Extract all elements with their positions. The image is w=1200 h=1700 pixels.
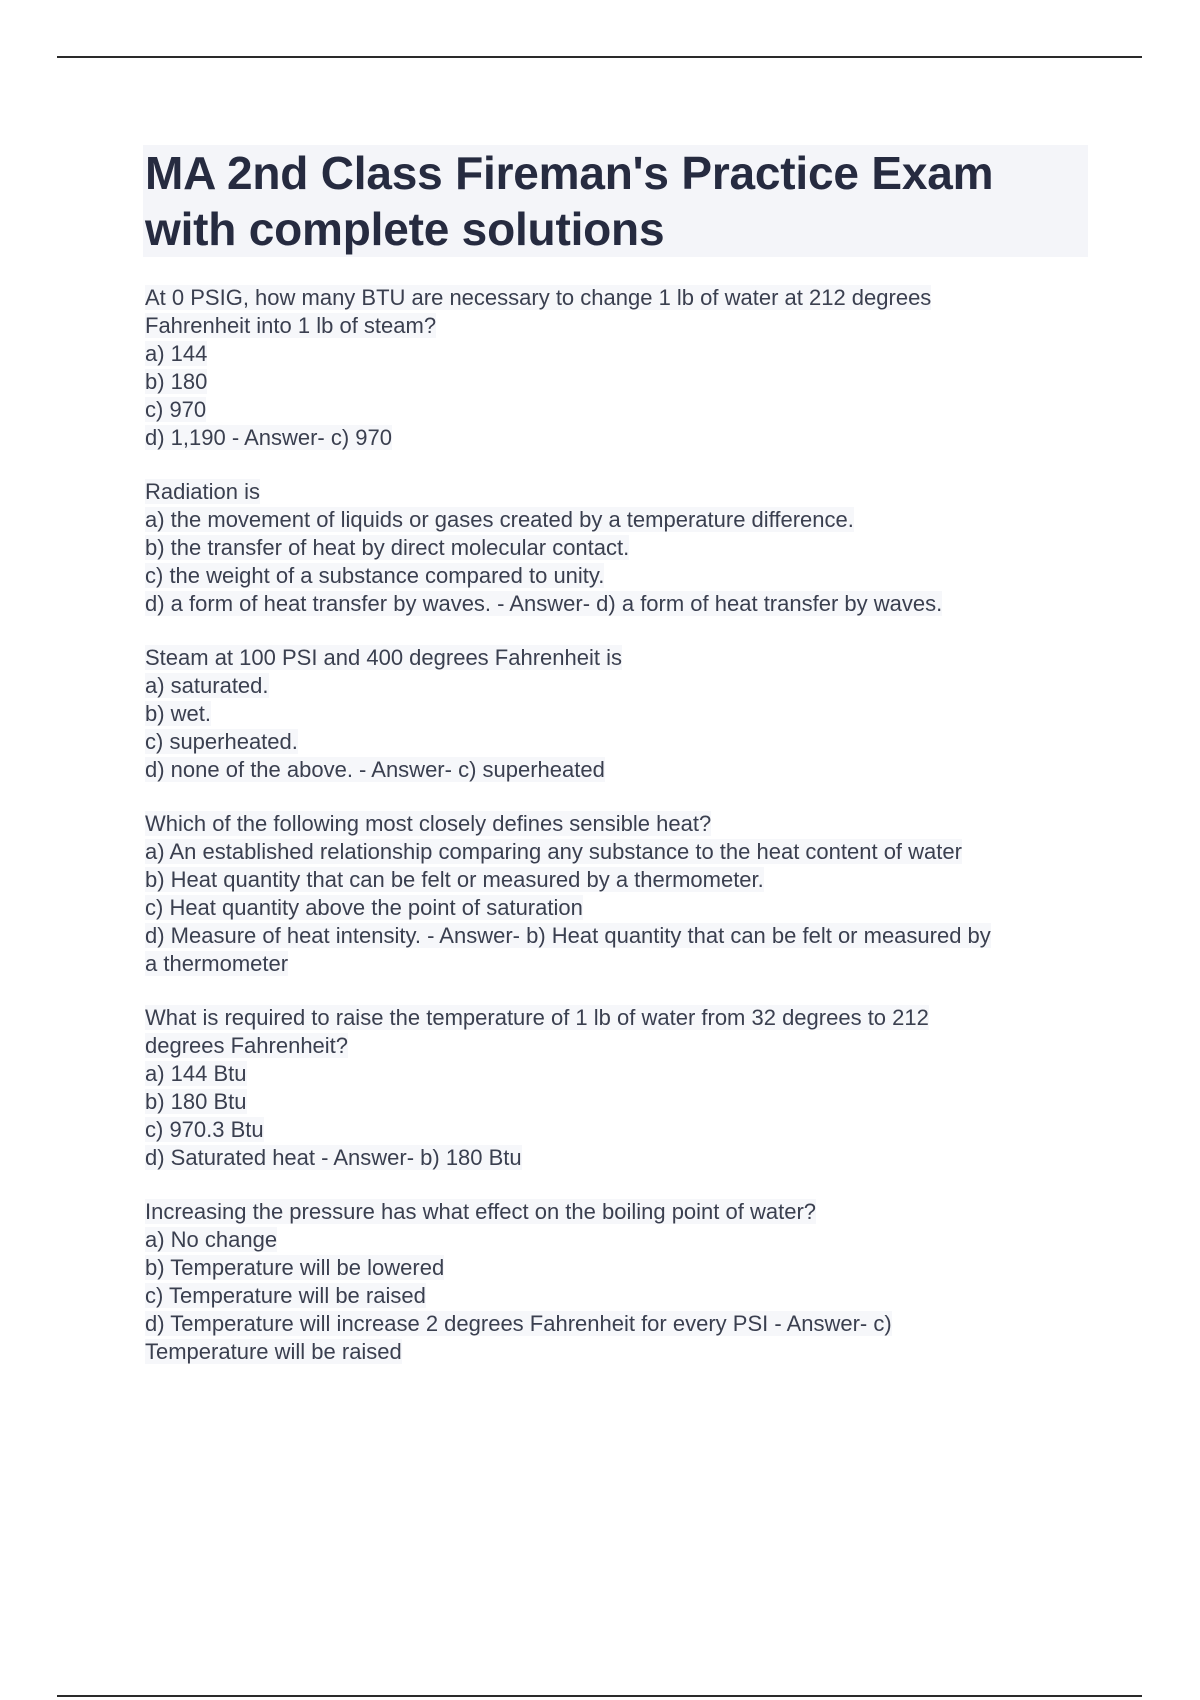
option-b: b) 180 bbox=[145, 369, 208, 394]
question-list bbox=[145, 284, 1095, 1392]
title-line: MA 2nd Class Fireman's Practice Exam bbox=[145, 147, 994, 199]
option-b: b) 180 Btu bbox=[145, 1089, 247, 1114]
footer-rule bbox=[57, 1695, 1142, 1697]
option-d-answer: d) a form of heat transfer by waves. - Answer- d) a form of heat transfer by waves. bbox=[145, 591, 943, 616]
option-d-answer: d) Measure of heat intensity. - Answer- b) Heat quantity that can be felt or measured by bbox=[145, 923, 991, 948]
question-text: Radiation is bbox=[145, 479, 260, 504]
option-a: a) saturated. bbox=[145, 673, 269, 698]
question-text: At 0 PSIG, how many BTU are necessary to change 1 lb of water at 212 degrees bbox=[145, 285, 932, 310]
title-block bbox=[143, 145, 1088, 257]
answer-continuation: Temperature will be raised bbox=[145, 1339, 402, 1364]
page-title bbox=[143, 145, 1088, 257]
option-a: a) No change bbox=[145, 1227, 278, 1252]
question-text: degrees Fahrenheit? bbox=[145, 1033, 349, 1058]
question-6 bbox=[145, 1198, 1095, 1366]
title-line: with complete solutions bbox=[145, 203, 665, 255]
question-5 bbox=[145, 1004, 1095, 1172]
question-text: Fahrenheit into 1 lb of steam? bbox=[145, 313, 437, 338]
option-d-answer: d) none of the above. - Answer- c) superheated bbox=[145, 757, 605, 782]
option-c: c) Temperature will be raised bbox=[145, 1283, 426, 1308]
option-c: c) 970 bbox=[145, 397, 207, 422]
question-2 bbox=[145, 478, 1095, 618]
question-1 bbox=[145, 284, 1095, 452]
option-c: c) Heat quantity above the point of saturation bbox=[145, 895, 583, 920]
question-text: Steam at 100 PSI and 400 degrees Fahrenheit is bbox=[145, 645, 622, 670]
option-b: b) Heat quantity that can be felt or measured by a thermometer. bbox=[145, 867, 764, 892]
option-a: a) the movement of liquids or gases created by a temperature difference. bbox=[145, 507, 854, 532]
option-b: b) Temperature will be lowered bbox=[145, 1255, 445, 1280]
option-d-answer: d) Saturated heat - Answer- b) 180 Btu bbox=[145, 1145, 522, 1170]
option-b: b) the transfer of heat by direct molecular contact. bbox=[145, 535, 630, 560]
answer-continuation: a thermometer bbox=[145, 951, 289, 976]
option-d-answer: d) Temperature will increase 2 degrees Fahrenheit for every PSI - Answer- c) bbox=[145, 1311, 892, 1336]
option-a: a) 144 bbox=[145, 341, 208, 366]
option-c: c) the weight of a substance compared to unity. bbox=[145, 563, 605, 588]
option-b: b) wet. bbox=[145, 701, 212, 726]
question-text: What is required to raise the temperature of 1 lb of water from 32 degrees to 212 bbox=[145, 1005, 929, 1030]
option-d-answer: d) 1,190 - Answer- c) 970 bbox=[145, 425, 393, 450]
option-c: c) superheated. bbox=[145, 729, 298, 754]
question-4 bbox=[145, 810, 1095, 978]
question-text: Increasing the pressure has what effect on the boiling point of water? bbox=[145, 1199, 817, 1224]
question-text: Which of the following most closely defines sensible heat? bbox=[145, 811, 712, 836]
option-a: a) An established relationship comparing any substance to the heat content of water bbox=[145, 839, 962, 864]
header-rule bbox=[57, 56, 1142, 58]
question-3 bbox=[145, 644, 1095, 784]
option-a: a) 144 Btu bbox=[145, 1061, 247, 1086]
option-c: c) 970.3 Btu bbox=[145, 1117, 264, 1142]
